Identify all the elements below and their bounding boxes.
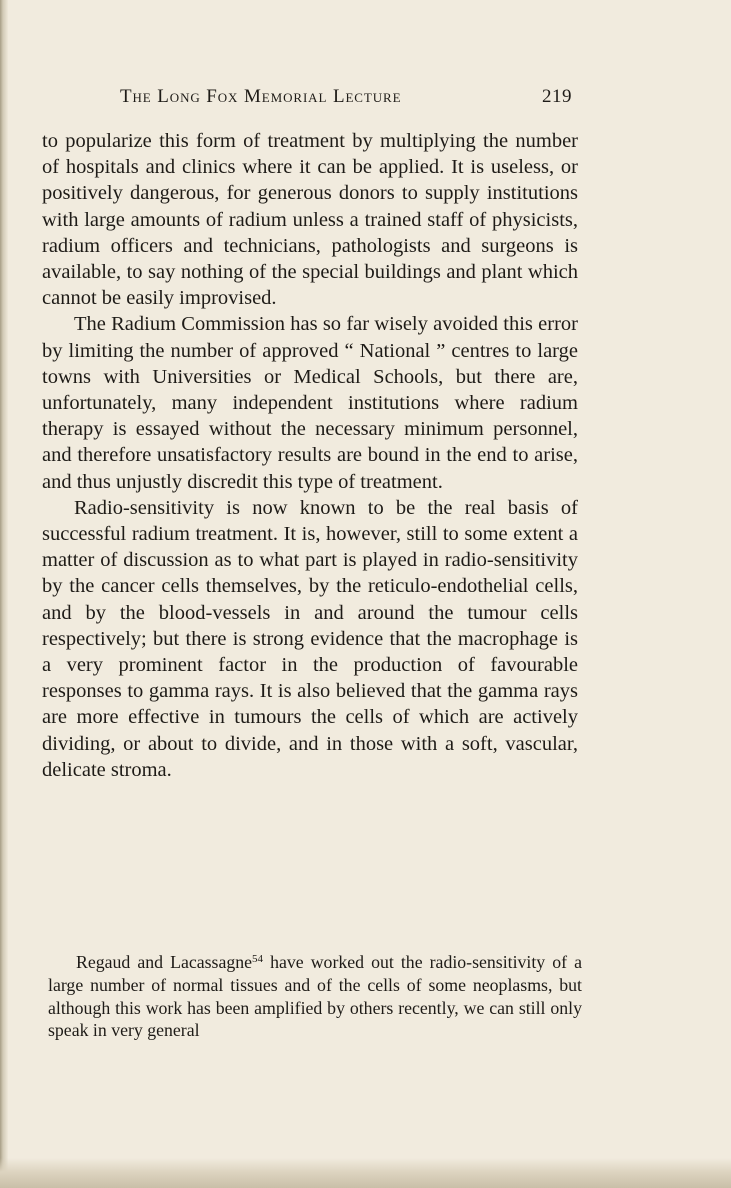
- running-header: [120, 86, 574, 112]
- paragraph: Radio-sensitivity is now known to be the real basis of successful radium treatment. It is, however, still to some extent a matter of discussion as to what part is played in radio-sensitivity by the cancer cells themselves, by the reticulo-endothelial cells, and by the blood-vessels in and around the tumour cells respectively; but there is strong evidence that the macrophage is a very prominent factor in the production of favourable responses to gamma rays. It is also believed that the gamma rays are more effective in tumours the cells of which are actively dividing, or about to divide, and in those with a soft, vascular, delicate stroma.: [42, 496, 578, 781]
- page-binding-edge: [0, 0, 8, 1188]
- small-print-authors: Regaud and Lacassagne: [76, 952, 253, 972]
- page-bottom-edge: [0, 1158, 731, 1188]
- small-print-text: have worked out the radio-sensitivity of a large number of normal tissues and of the cells of some neoplasms, but although this work has been amplified by others recently, we can still only speak in very general: [48, 952, 583, 1041]
- main-text: [42, 128, 578, 783]
- paragraph: to popularize this form of treatment by multiplying the number of hospitals and clinics where it can be applied. It is useless, or positively dangerous, for generous donors to supply institutions with large amounts of radium unless a trained staff of physicists, radium officers and technicians, pathologists and surgeons is available, to say nothing of the special buildings and plant which cannot be easily improvised.: [42, 130, 578, 310]
- small-print-paragraph: [48, 951, 582, 1042]
- running-title: The Long Fox Memorial Lecture: [120, 86, 402, 107]
- paragraph: The Radium Commission has so far wisely avoided this error by limiting the number of approved “ National ” centres to large towns with Universities or Medical Schools, but there are, unfortunately, many independent institutions where radium therapy is essayed without the necessary minimum personnel, and therefore unsatisfactory results are bound in the end to arise, and thus unjustly discredit this type of treatment.: [42, 313, 578, 493]
- reference-number: 54: [252, 953, 264, 965]
- page-number: 219: [542, 86, 572, 107]
